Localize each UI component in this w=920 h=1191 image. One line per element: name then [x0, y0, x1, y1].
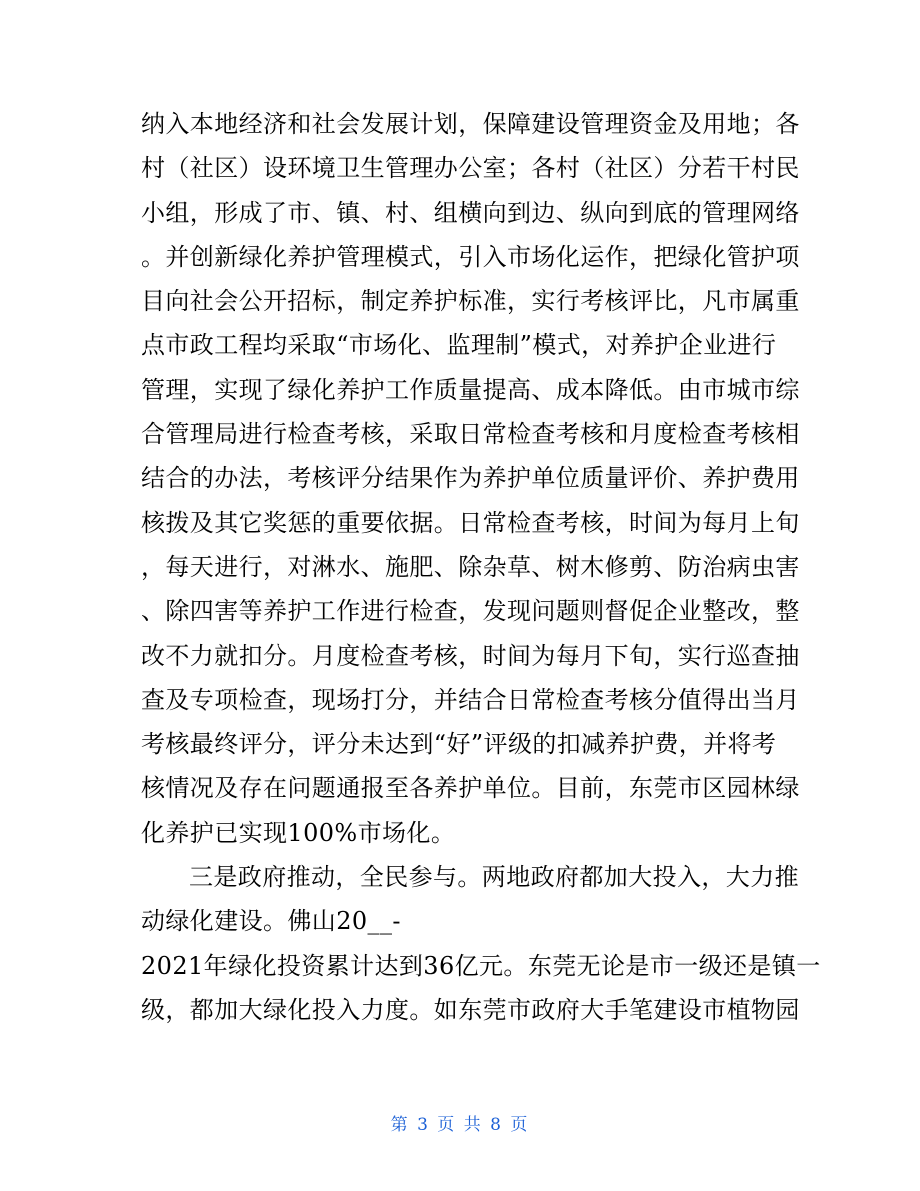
page-number-footer: 第 3 页 共 8 页 — [390, 1115, 530, 1135]
text-line: 结合的办法，考核评分结果作为养护单位质量评价、养护费用 — [141, 464, 800, 493]
text-line: 小组，形成了市、镇、村、组横向到边、纵向到底的管理网络 — [141, 198, 800, 227]
text-line: 化养护已实现100%市场化。 — [141, 818, 456, 847]
text-line: 点市政工程均采取“市场化、监理制”模式，对养护企业进行 — [141, 331, 777, 360]
text-line: 动绿化建设。佛山20__- — [141, 907, 401, 936]
paragraph-start-line: 三是政府推动，全民参与。两地政府都加大投入，大力推 — [189, 863, 799, 892]
text-line: 级，都加大绿化投入力度。如东莞市政府大手笔建设市植物园 — [141, 995, 800, 1024]
text-line: 改不力就扣分。月度检查考核，时间为每月下旬，实行巡查抽 — [141, 641, 800, 670]
text-line: 村（社区）设环境卫生管理办公室；各村（社区）分若干村民 — [141, 154, 800, 183]
text-line: 2021年绿化投资累计达到36亿元。东莞无论是市一级还是镇一 — [141, 951, 821, 980]
text-line: 核情况及存在问题通报至各养护单位。目前，东莞市区园林绿 — [141, 774, 800, 803]
text-line: 目向社会公开招标，制定养护标准，实行考核评比，凡市属重 — [141, 287, 800, 316]
body-text — [141, 102, 821, 1032]
text-line: 纳入本地经济和社会发展计划，保障建设管理资金及用地；各 — [141, 110, 800, 138]
text-line: 考核最终评分，评分未达到“好”评级的扣减养护费，并将考 — [141, 730, 777, 759]
text-line: 核拨及其它奖惩的重要依据。日常检查考核，时间为每月上旬 — [141, 508, 800, 537]
text-line: 、除四害等养护工作进行检查，发现问题则督促企业整改，整 — [141, 597, 800, 626]
text-line: 查及专项检查，现场打分，并结合日常检查考核分值得出当月 — [141, 685, 800, 714]
text-line: 管理，实现了绿化养护工作质量提高、成本降低。由市城市综 — [141, 375, 800, 404]
text-line: 。并创新绿化养护管理模式，引入市场化运作，把绿化管护项 — [141, 242, 800, 271]
text-line: ，每天进行，对淋水、施肥、除杂草、树木修剪、防治病虫害 — [141, 552, 800, 581]
text-line: 合管理局进行检查考核，采取日常检查考核和月度检查考核相 — [141, 420, 800, 449]
